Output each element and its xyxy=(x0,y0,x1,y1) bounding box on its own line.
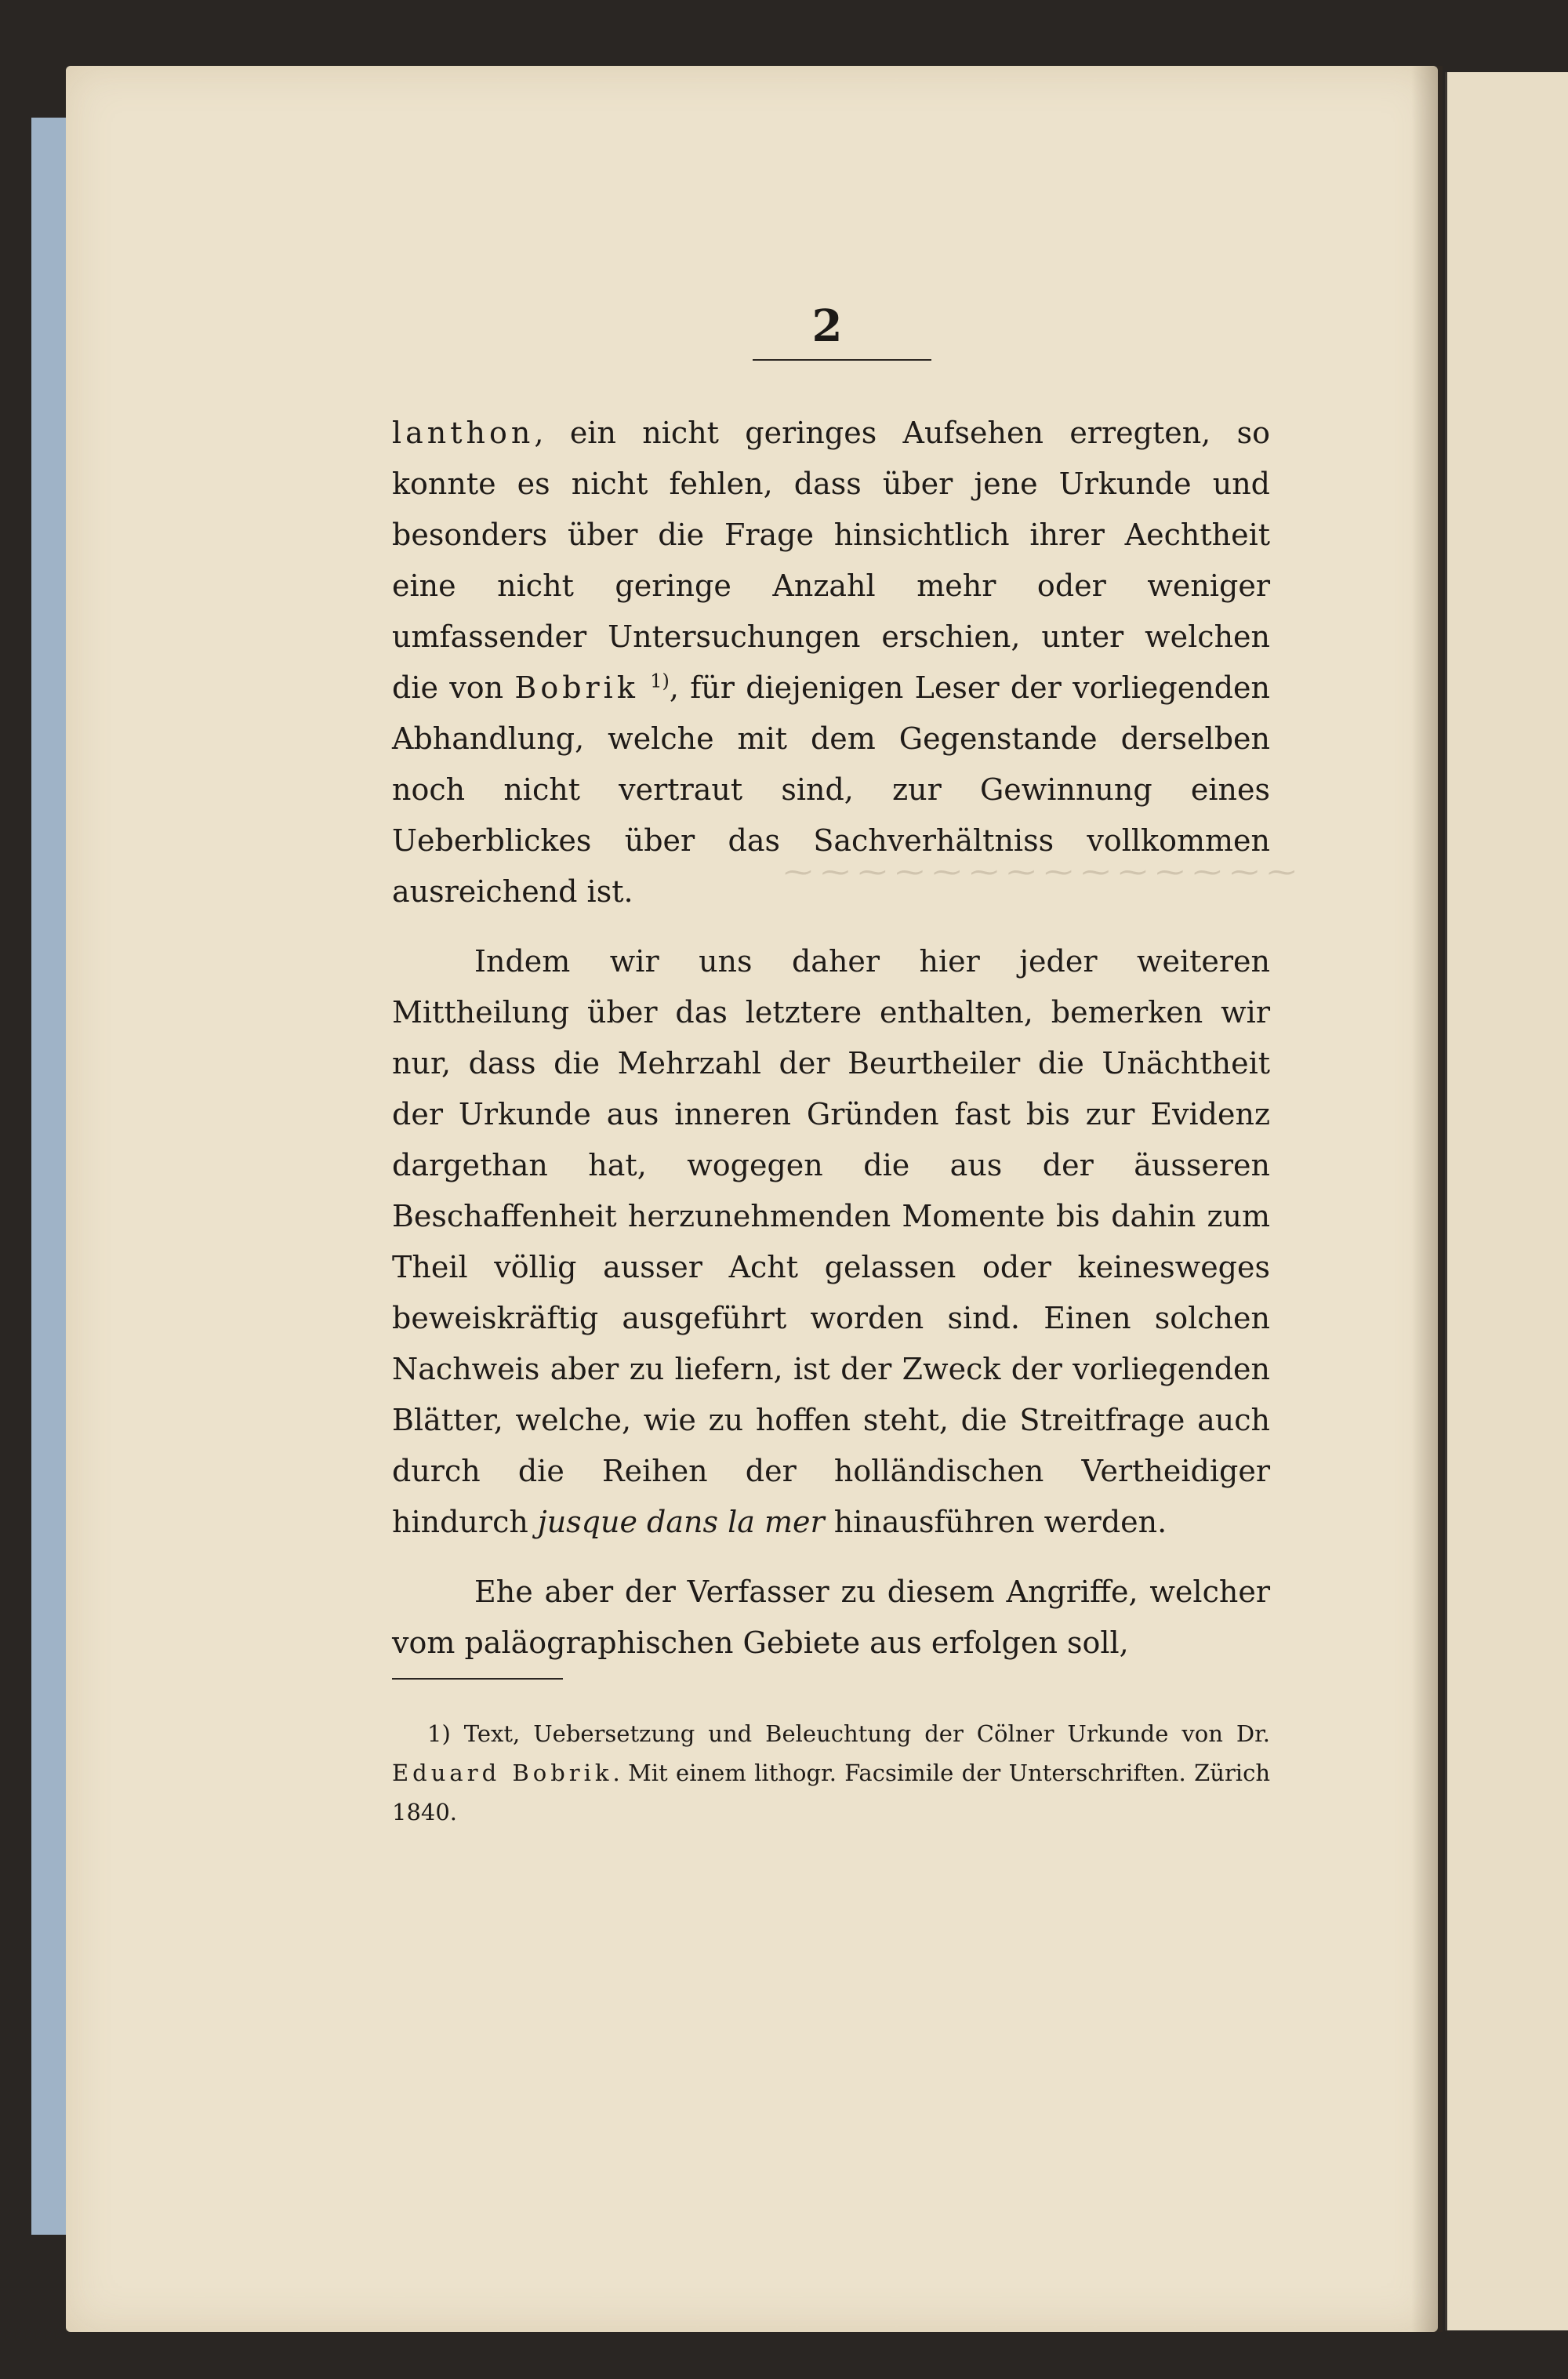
paragraph-1-text-a: , ein nicht geringes Aufsehen erregten, so konnte es nicht fehlen, dass über jene Urkunde und besonders über die Frage hinsichtlich ihrer Aechtheit eine nicht geringe Anzahl mehr oder weniger umfassender Untersuchungen erschien, unter welchen die von xyxy=(392,416,1270,705)
paragraph-1-text-b: , für diejenigen Leser der vorliegenden Abhandlung, welche mit dem Gegenstande derselben noch nicht vertraut sind, zur Gewinnung eines Ueberblickes über das Sachverhältniss vollkommen ausreichend ist. xyxy=(392,670,1270,909)
lead-word: lanthon xyxy=(392,416,535,450)
body-text xyxy=(392,408,1270,1669)
italic-phrase: jusque dans la mer xyxy=(537,1505,825,1539)
paragraph-2-text-a: Indem wir uns daher hier jeder weiteren Mittheilung über das letztere enthalten, bemerken wir nur, dass die Mehrzahl der Beurtheiler die Unächtheit der Urkunde aus inneren Gründen fast bis zur Evidenz dargethan hat, wogegen die aus der äusseren Beschaffenheit herzunehmenden Momente bis dahin zum Theil völlig ausser Acht gelassen oder keinesweges beweiskräftig ausgeführt worden sind. Einen solchen Nachweis aber zu liefern, ist der Zweck der vorliegenden Blätter, welche, wie zu hoffen steht, die Streitfrage auch durch die Reihen der holländischen Vertheidiger hindurch xyxy=(392,944,1270,1539)
footnote-author-name: Eduard Bobrik xyxy=(392,1760,613,1786)
footnote-marker: 1) xyxy=(427,1720,451,1747)
adjacent-page-edge xyxy=(1445,72,1568,2330)
paragraph-2-text-b: hinausführen werden. xyxy=(824,1505,1167,1539)
bleed-through-decoration: ⁓ ⁓ ⁓ ⁓ ⁓ ⁓ ⁓ ⁓ ⁓ ⁓ ⁓ ⁓ ⁓ ⁓ xyxy=(784,856,1296,888)
footnote-text-b: . Mit einem lithogr. Facsimile der Unterschriften. Zürich 1840. xyxy=(392,1760,1270,1825)
paragraph-1 xyxy=(392,408,1270,917)
paragraph-3 xyxy=(392,1567,1270,1669)
paragraph-2 xyxy=(392,936,1270,1548)
footnote xyxy=(392,1714,1270,1832)
page-number: 2 xyxy=(811,300,843,352)
footnote-text-a: Text, Uebersetzung und Beleuchtung der Cölner Urkunde von Dr. xyxy=(463,1720,1270,1747)
footnote-rule xyxy=(392,1678,563,1680)
author-name: Bobrik xyxy=(514,670,639,705)
footnote-reference: 1) xyxy=(650,670,670,692)
paragraph-3-text: Ehe aber der Verfasser zu diesem Angriffe, welcher vom paläographischen Gebiete aus erfolgen soll, xyxy=(392,1574,1270,1660)
gutter-shadow xyxy=(1411,66,1443,2332)
header-rule xyxy=(753,359,931,361)
